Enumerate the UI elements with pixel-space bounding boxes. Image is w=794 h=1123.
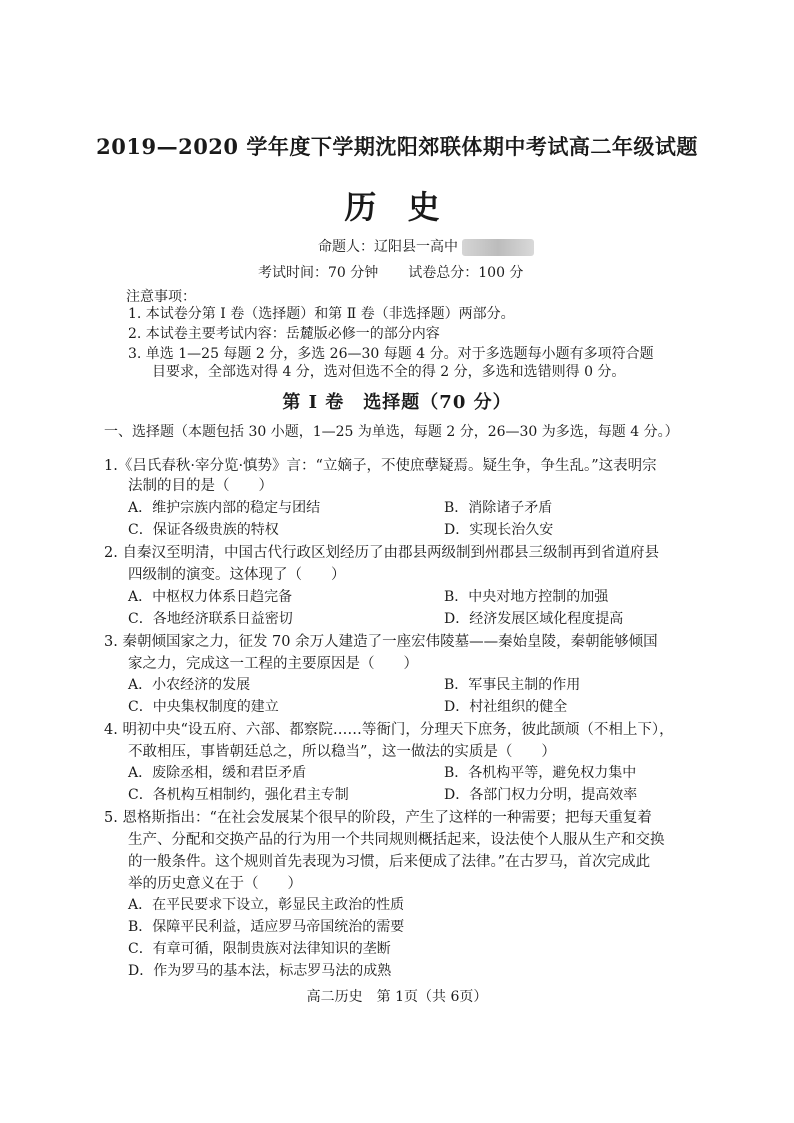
question-1-line: 1.《吕氏春秋·宰分览·慎势》言：“立嫡子，不使庶孽疑焉。疑生争，争生乱。”这表明宗 xyxy=(104,458,657,474)
notice-item: 2. 本试卷主要考试内容：岳麓版必修一的部分内容 xyxy=(128,326,440,342)
question-5-option-c: C．有章可循，限制贵族对法律知识的垄断 xyxy=(128,941,391,957)
section-title: 第 Ⅰ 卷 选择题（70 分） xyxy=(282,392,512,413)
page-footer: 高二历史 第 1页（共 6页） xyxy=(306,989,488,1005)
exam-time: 考试时间：70 分钟 xyxy=(258,265,379,281)
question-5-line: 5. 恩格斯指出：“在社会发展某个很早的阶段，产生了这样的一种需要；把每天重复着 xyxy=(104,810,652,826)
author-label: 命题人：辽阳县一高中 xyxy=(318,239,458,255)
question-3-option-a: A．小农经济的发展 xyxy=(128,677,251,693)
redacted-name-blur xyxy=(462,239,534,256)
question-4-option-b: B．各机构平等，避免权力集中 xyxy=(444,765,637,781)
question-1-option-a: A．维护宗族内部的稳定与团结 xyxy=(128,500,321,516)
exam-score: 试卷总分：100 分 xyxy=(408,265,524,281)
question-2-option-b: B．中央对地方控制的加强 xyxy=(444,589,609,605)
question-4-line: 4. 明初中央“设五府、六部、都察院……等衙门，分理天下庶务，彼此颉颃（不相上下）， xyxy=(104,722,674,738)
question-3-option-d: D．村社组织的健全 xyxy=(444,699,568,715)
notice-item: 1. 本试卷分第 Ⅰ 卷（选择题）和第 Ⅱ 卷（非选择题）两部分。 xyxy=(128,306,515,322)
question-1-option-c: C．保证各级贵族的特权 xyxy=(128,522,279,538)
question-3-line: 家之力，完成这一工程的主要原因是（ ） xyxy=(128,656,418,672)
question-2-option-d: D．经济发展区域化程度提高 xyxy=(444,611,624,627)
question-1-line: 法制的目的是（ ） xyxy=(128,478,273,494)
question-4-option-a: A．废除丞相，缓和君臣矛盾 xyxy=(128,765,307,781)
question-1-option-d: D．实现长治久安 xyxy=(444,522,554,538)
notice-item: 3. 单选 1—25 每题 2 分，多选 26—30 每题 4 分。对于多选题每小题有多项符合题 xyxy=(128,346,654,362)
question-5-line: 举的历史意义在于（ ） xyxy=(128,876,302,892)
question-2-option-a: A．中枢权力体系日趋完备 xyxy=(128,589,293,605)
question-3-line: 3. 秦朝倾国家之力，征发 70 余万人建造了一座宏伟陵墓——秦始皇陵，秦朝能够倾国 xyxy=(104,634,658,650)
question-5-line: 的一般条件。这个规则首先表现为习惯，后来便成了法律。”在古罗马，首次完成此 xyxy=(128,854,651,870)
question-2-option-c: C．各地经济联系日益密切 xyxy=(128,611,293,627)
question-5-line: 生产、分配和交换产品的行为用一个共同规则概括起来，设法使个人服从生产和交换 xyxy=(128,832,665,848)
author-line xyxy=(318,236,534,256)
question-2-line: 2. 自秦汉至明清，中国古代行政区划经历了由郡县两级制到州郡县三级制再到省道府县 xyxy=(104,545,659,561)
question-5-option-b: B．保障平民利益，适应罗马帝国统治的需要 xyxy=(128,919,405,935)
exam-meta xyxy=(258,262,523,282)
part-heading: 一、选择题（本题包括 30 小题，1—25 为单选，每题 2 分，26—30 为多选，每题 4 分。） xyxy=(104,424,679,440)
notice-heading: 注意事项： xyxy=(126,289,196,305)
question-5-option-d: D．作为罗马的基本法，标志罗马法的成熟 xyxy=(128,963,392,979)
question-5-option-a: A．在平民要求下设立，彰显民主政治的性质 xyxy=(128,897,405,913)
notice-item: 目要求，全部选对得 4 分，选对但选不全的得 2 分，多选和选错则得 0 分。 xyxy=(152,364,626,380)
question-3-option-b: B．军事民主制的作用 xyxy=(444,677,581,693)
question-4-option-c: C．各机构互相制约，强化君主专制 xyxy=(128,787,349,803)
question-3-option-c: C．中央集权制度的建立 xyxy=(128,699,279,715)
subject-title: 历 史 xyxy=(344,188,450,226)
exam-title: 2019—2020 学年度下学期沈阳郊联体期中考试高二年级试题 xyxy=(96,134,698,159)
question-1-option-b: B．消除诸子矛盾 xyxy=(444,500,553,516)
question-4-line: 不敢相压，事皆朝廷总之，所以稳当”，这一做法的实质是（ ） xyxy=(128,744,556,760)
question-2-line: 四级制的演变。这体现了（ ） xyxy=(128,567,346,583)
question-4-option-d: D．各部门权力分明，提高效率 xyxy=(444,787,638,803)
